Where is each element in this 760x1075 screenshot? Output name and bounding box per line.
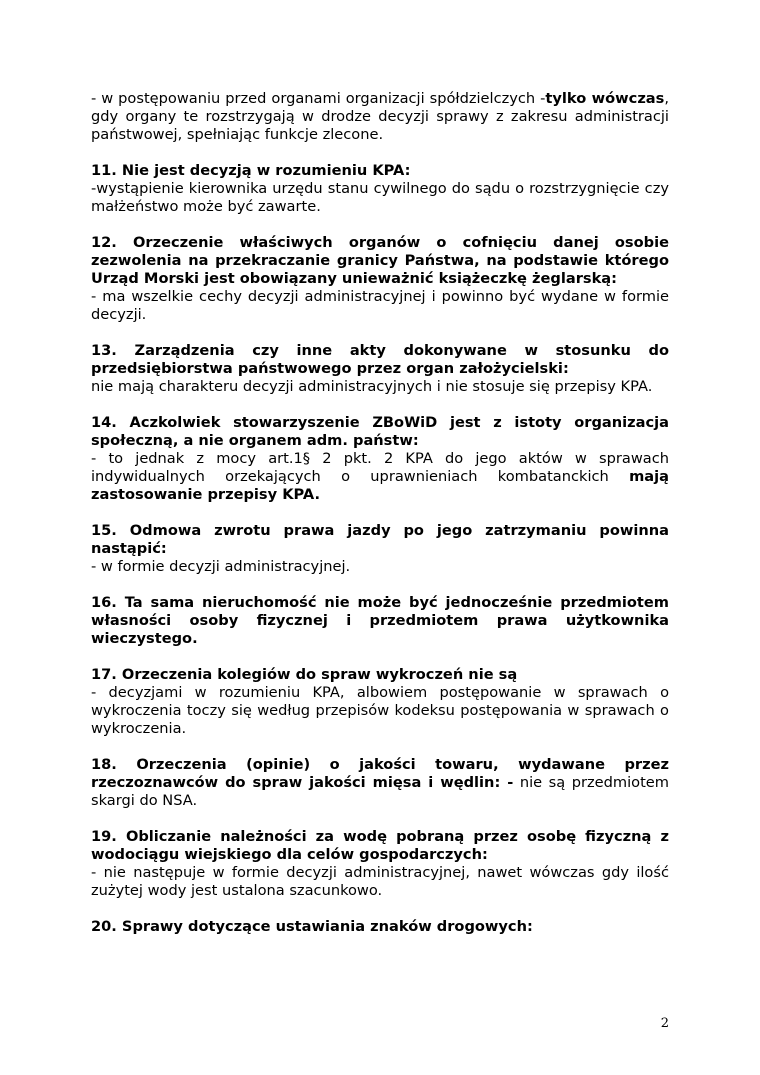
intro-text-part1: - w postępowaniu przed organami organizacji spółdzielczych -: [91, 90, 546, 107]
item-14-body-text: - to jednak z mocy art.1§ 2 pkt. 2 KPA do jego aktów w sprawach indywidualnych orzekających o uprawnieniach kombatanckich: [91, 450, 669, 485]
item-14-body: [91, 450, 669, 504]
item-19-body: - nie następuje w formie decyzji administracyjnej, nawet wówczas gdy ilość zużytej wody jest ustalona szacunkowo.: [91, 864, 669, 899]
item-11: [91, 162, 669, 216]
item-18-body: nie są przedmiotem skargi do NSA.: [91, 774, 669, 809]
intro-text-bold: tylko wówczas: [545, 90, 665, 107]
item-11-heading: 11. Nie jest decyzją w rozumieniu KPA:: [91, 162, 411, 179]
intro-text: [91, 90, 669, 144]
item-12: [91, 234, 669, 324]
intro-paragraph: [91, 90, 669, 144]
item-15-body: - w formie decyzji administracyjnej.: [91, 558, 351, 575]
item-18: [91, 756, 669, 810]
item-16-heading: 16. Ta sama nieruchomość nie może być jednocześnie przedmiotem własności osoby fizycznej i przedmiotem prawa użytkownika wieczystego.: [91, 594, 669, 647]
item-13-heading: 13. Zarządzenia czy inne akty dokonywane w stosunku do przedsiębiorstwa państwowego przez organ założycielski:: [91, 342, 669, 377]
item-16: [91, 594, 669, 648]
item-14-heading: 14. Aczkolwiek stowarzyszenie ZBoWiD jest z istoty organizacja społeczną, a nie organem adm. państw:: [91, 414, 669, 449]
item-20-heading: 20. Sprawy dotyczące ustawiania znaków drogowych:: [91, 918, 533, 935]
item-13-body: nie mają charakteru decyzji administracyjnych i nie stosuje się przepisy KPA.: [91, 378, 653, 395]
item-19-heading: 19. Obliczanie należności za wodę pobraną przez osobę fizyczną z wodociągu wiejskiego dla celów gospodarczych:: [91, 828, 669, 863]
item-13: [91, 342, 669, 396]
item-15-heading: 15. Odmowa zwrotu prawa jazdy po jego zatrzymaniu powinna nastąpić:: [91, 522, 669, 557]
item-19: [91, 828, 669, 900]
item-14-body-bold: mają zastosowanie przepisy KPA.: [91, 468, 669, 503]
page-number: 2: [660, 1016, 669, 1031]
item-20: [91, 918, 669, 936]
item-14: [91, 414, 669, 504]
item-12-heading: 12. Orzeczenie właściwych organów o cofnięciu danej osobie zezwolenia na przekraczanie granicy Państwa, na podstawie którego Urząd Morski jest obowiązany unieważnić książeczkę żeglarską:: [91, 234, 669, 287]
intro-text-part2: , gdy organy te rozstrzygają w drodze decyzji sprawy z zakresu administracji państwowej, spełniając funkcje zlecone.: [91, 90, 669, 143]
item-12-body: - ma wszelkie cechy decyzji administracyjnej i powinno być wydane w formie decyzji.: [91, 288, 669, 323]
item-15: [91, 522, 669, 576]
item-11-body: -wystąpienie kierownika urzędu stanu cywilnego do sądu o rozstrzygnięcie czy małżeństwo może być zawarte.: [91, 180, 669, 215]
item-18-heading: 18. Orzeczenia (opinie) o jakości towaru, wydawane przez rzeczoznawców do spraw jakości mięsa i wędlin: -: [91, 756, 669, 791]
item-17: [91, 666, 669, 738]
document-page: [91, 90, 669, 954]
item-17-heading: 17. Orzeczenia kolegiów do spraw wykroczeń nie są: [91, 666, 518, 683]
item-18-text: [91, 756, 669, 810]
item-17-body: - decyzjami w rozumieniu KPA, albowiem postępowanie w sprawach o wykroczenia toczy się według przepisów kodeksu postępowania w sprawach o wykroczenia.: [91, 684, 669, 737]
